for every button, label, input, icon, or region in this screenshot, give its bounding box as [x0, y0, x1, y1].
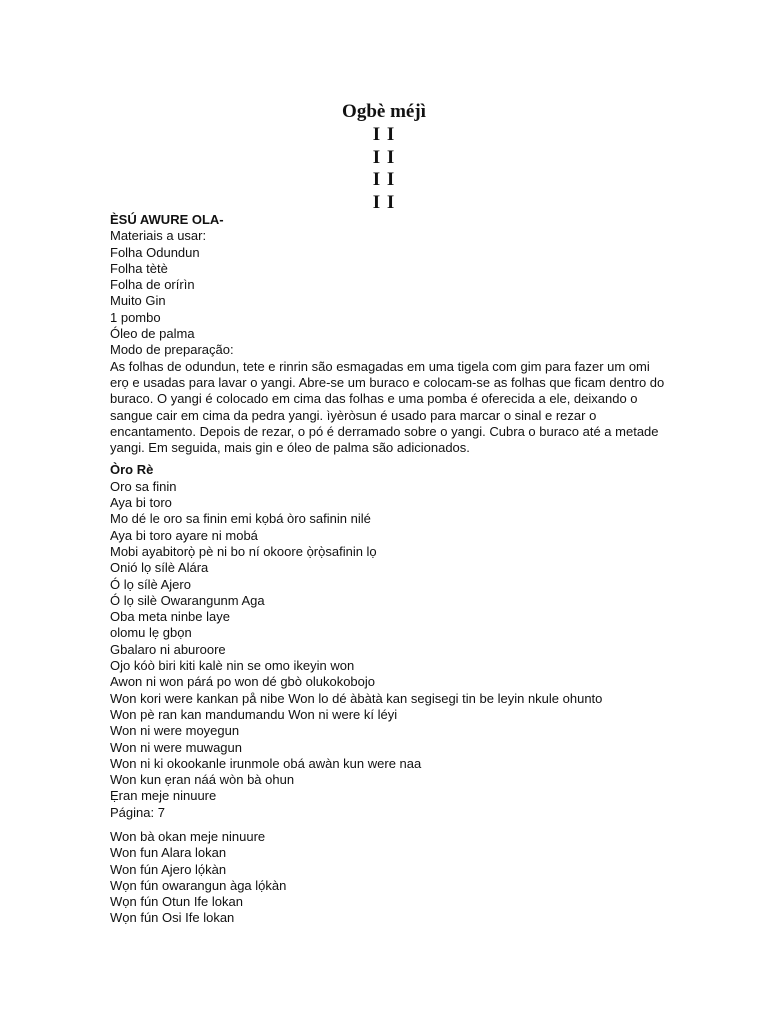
- verse-line: Awon ni won párá po won dé gbò olukokobojo: [110, 674, 376, 690]
- odu-mark-line: I I: [372, 146, 396, 168]
- page-title: Ogbè méjì: [342, 101, 426, 122]
- verse-line: Won fun Alara lokan: [110, 845, 227, 861]
- verse-line: Mo dé le oro sa finin emi kọbá òro safinin nilé: [110, 511, 371, 527]
- section-heading-oro: Òro Rè: [110, 462, 154, 478]
- verse-line: Won bà okan meje ninuure: [110, 828, 266, 844]
- verse-line: Ẹran meje ninuure: [110, 788, 217, 804]
- verse-line: Wọn fún Osi Ife lokan: [110, 910, 235, 926]
- material-item: Óleo de palma: [110, 326, 195, 342]
- odu-mark-line: I I: [372, 124, 396, 145]
- verse-line: Onió lọ sílè Alára: [110, 560, 209, 576]
- material-item: Folha de orírìn: [110, 277, 195, 293]
- verse-line: Won ni ki okookanle irunmole obá awàn kun were naa: [110, 755, 422, 771]
- verse-line: Won kun ẹran náá wòn bà ohun: [110, 772, 295, 788]
- verse-line: Wọn fún owarangun àga lọ́kàn: [110, 877, 287, 893]
- preparation-label: Modo de preparação:: [110, 342, 234, 358]
- section-spacer: [110, 821, 670, 829]
- verse-line: Aya bi toro: [110, 495, 172, 511]
- material-item: Muito Gin: [110, 293, 166, 309]
- verse-line: Mobi ayabitorọ̀ pè ni bo ní okoore ọ̀rọ̀safinin lọ: [110, 543, 377, 559]
- verse-line: Gbalaro ni aburoore: [110, 641, 226, 657]
- material-item: Folha tètè: [110, 260, 168, 276]
- verse-line: olomu lẹ gbọn: [110, 625, 192, 641]
- verse-line: Won pè ran kan mandumandu Won ni were kí léyi: [110, 706, 398, 722]
- material-item: Folha Odundun: [110, 244, 200, 260]
- verse-line: Oro sa finin: [110, 478, 177, 494]
- verse-line: Oba meta ninbe laye: [110, 609, 230, 625]
- odu-mark-line: I I: [372, 191, 396, 213]
- materials-label: Materiais a usar:: [110, 228, 207, 244]
- verse-line: Won ni were moyegun: [110, 723, 240, 739]
- verse-line: Aya bi toro ayare ni mobá: [110, 527, 258, 543]
- verse-line: Won ni were muwagun: [110, 739, 242, 755]
- verse-line: Wọn fún Otun Ife lokan: [110, 894, 243, 910]
- title-block: [0, 100, 768, 214]
- document-body: [110, 212, 670, 927]
- verse-line: Won fún Ajero lọ́kàn: [110, 861, 227, 877]
- verse-line: Won kori were kankan på nibe Won lo dé àbàtà kan segisegi tin be leyin nkule ohunto: [110, 690, 603, 706]
- verse-line: Ojo kóò biri kiti kalè nin se omo ikeyin won: [110, 658, 355, 674]
- odu-mark-line: I I: [372, 169, 396, 190]
- page-number-label: Página: 7: [110, 804, 165, 820]
- verse-line: Ó lọ silè Owarangunm Aga: [110, 592, 265, 608]
- verse-line: Ó lọ sílè Ajero: [110, 576, 191, 592]
- section-heading-esu: ÈSÚ AWURE OLA-: [110, 212, 224, 227]
- material-item: 1 pombo: [110, 309, 161, 325]
- preparation-paragraph: As folhas de odundun, tete e rinrin são esmagadas em uma tigela com gim para fazer um omi erọ e usadas para lavar o yangi. Abre-se um buraco e colocam-se as folhas que ficam dentro do buraco. O yangi é colocado em cima das folhas e uma pomba é oferecida a ele, deixando o sangue cair em cima da pedra yangi. ìyèròsun é usado para marcar o sinal e rezar o encantamento. Depois de rezar, o pó é derramado sobre o yangi. Cubra o buraco até a metade yangi. Em seguida, mais gin e óleo de palma são adicionados.: [110, 358, 665, 456]
